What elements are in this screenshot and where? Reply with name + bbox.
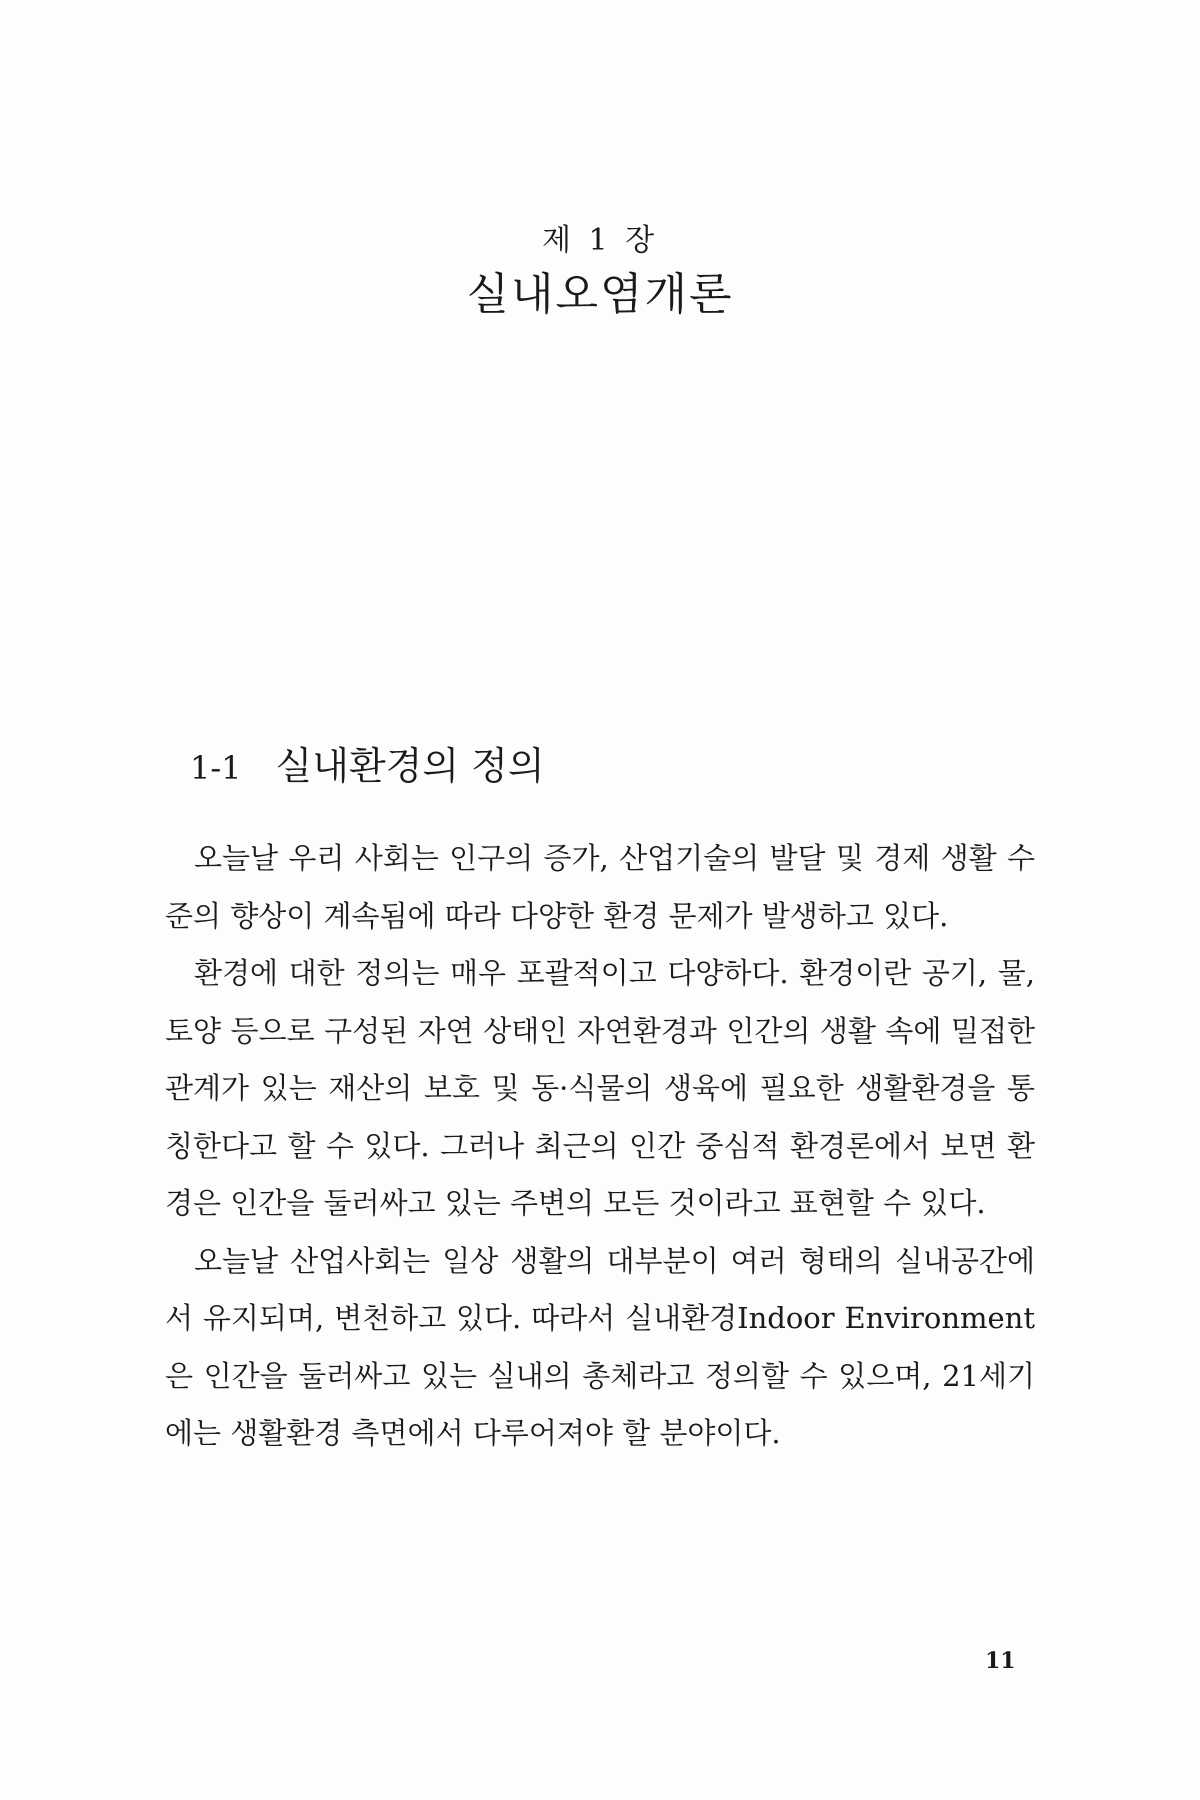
- chapter-title: 실내오염개론: [466, 269, 734, 320]
- section-title: 실내환경의 정의: [275, 744, 545, 788]
- paragraph: 환경에 대한 정의는 매우 포괄적이고 다양하다. 환경이란 공기, 물, 토양 등으로 구성된 자연 상태인 자연환경과 인간의 생활 속에 밀접한 관계가 있는 재산의 보호 및 동·식물의 생육에 필요한 생활환경을 통칭한다고 할 수 있다. 그러나 최근의 인간 중심적 환경론에서 보면 환경은 인간을 둘러싸고 있는 주변의 모든 것이라고 표현할 수 있다.: [165, 956, 1035, 1220]
- body-text: [165, 830, 1035, 1463]
- page-number: 11: [985, 1648, 1016, 1674]
- section-heading: [190, 735, 545, 790]
- paragraph: 오늘날 우리 사회는 인구의 증가, 산업기술의 발달 및 경제 생활 수준의 향상이 계속됨에 따라 다양한 환경 문제가 발생하고 있다.: [165, 841, 1035, 933]
- paragraph: 오늘날 산업사회는 일상 생활의 대부분이 여러 형태의 실내공간에서 유지되며, 변천하고 있다. 따라서 실내환경Indoor Environment은 인간을 둘러싸고 있는 실내의 총체라고 정의할 수 있으며, 21세기에는 생활환경 측면에서 다루어져야 할 분야이다.: [165, 1243, 1035, 1450]
- section-number: 1-1: [190, 749, 242, 787]
- chapter-label: 제 1 장: [541, 223, 659, 258]
